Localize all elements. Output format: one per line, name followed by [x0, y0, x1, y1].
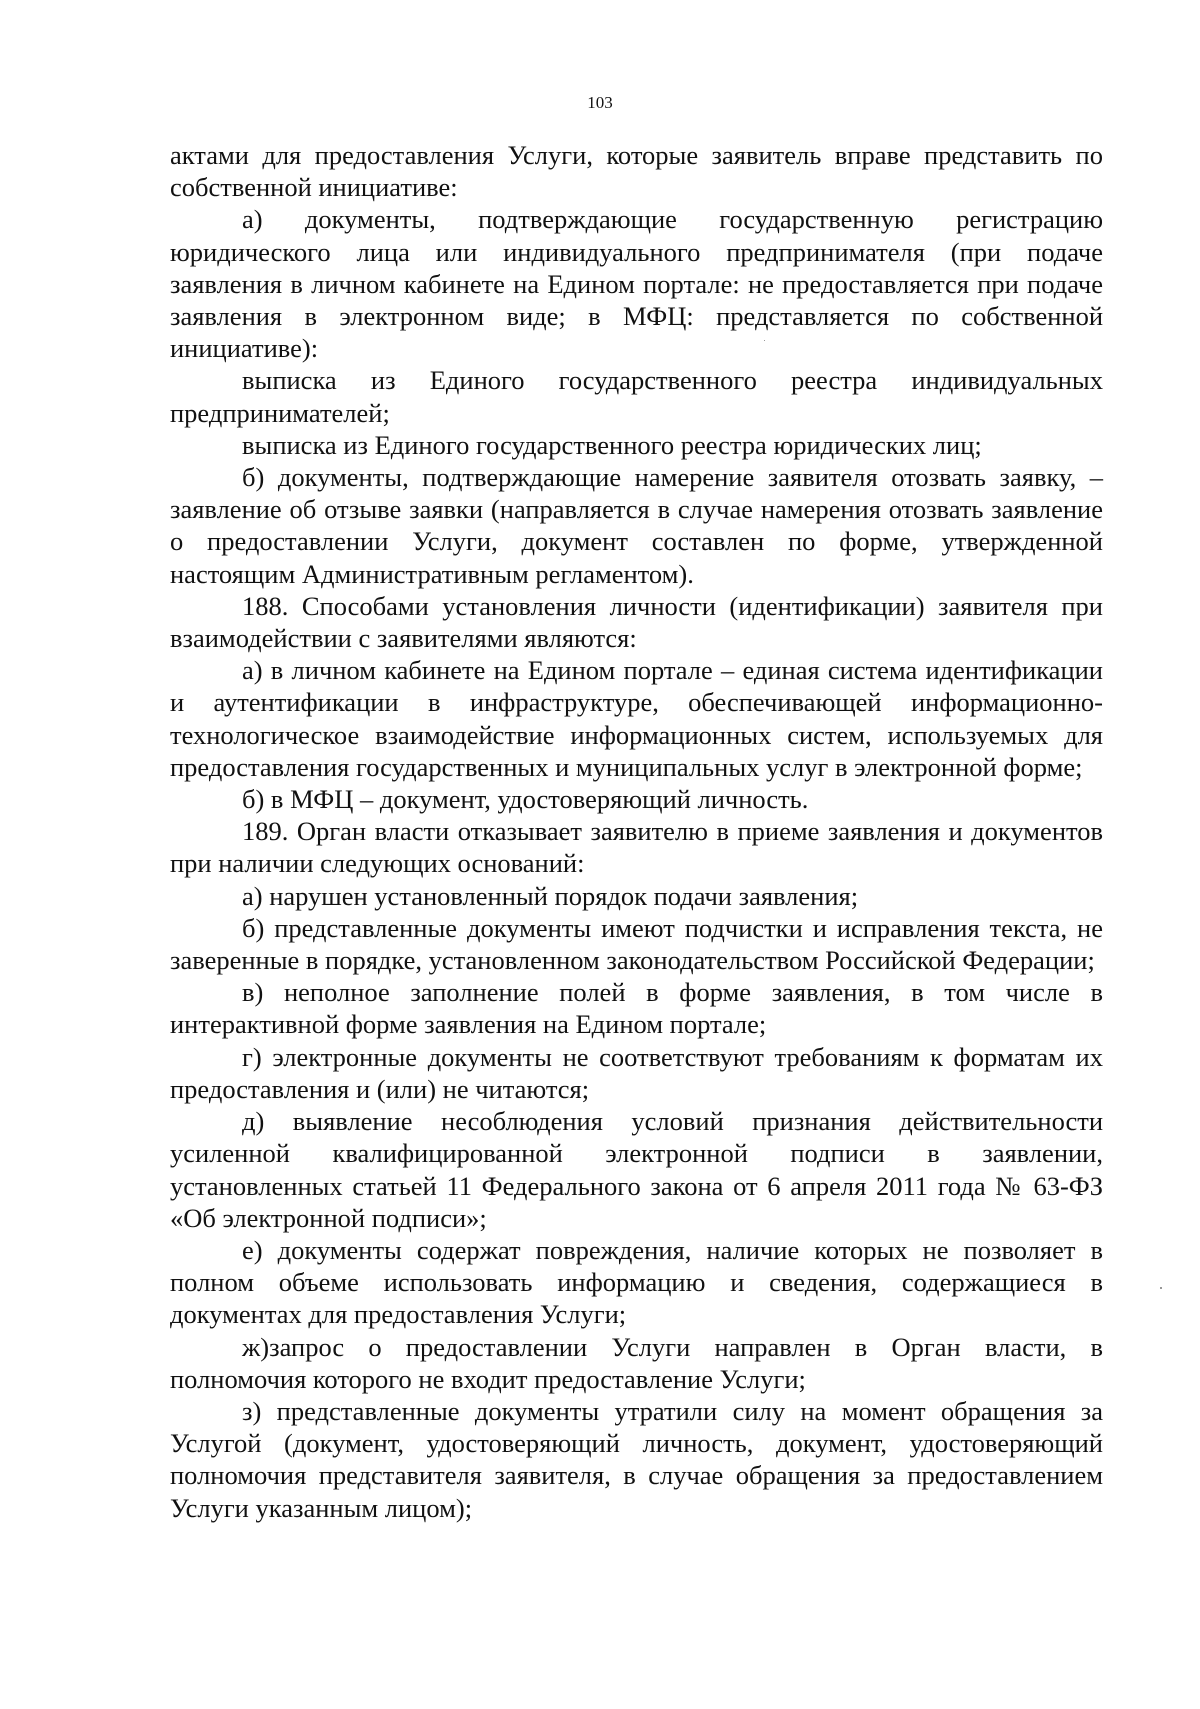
paragraph-clause-188: 188. Способами установления личности (идентификации) заявителя при взаимодействии с заявителями являются:	[170, 590, 1103, 654]
paragraph-clause-189-d: д) выявление несоблюдения условий признания действительности усиленной квалифицированной электронной подписи в заявлении, установленных статьей 11 Федерального закона от 6 апреля 2011 года № 63-ФЗ «Об электронной подписи»;	[170, 1106, 1103, 1233]
paragraph-clause-189-zh: ж)запрос о предоставлении Услуги направлен в Орган власти, в полномочия которого не входит предоставление Услуги;	[170, 1331, 1103, 1394]
paragraph-clause-189-v: в) неполное заполнение полей в форме заявления, в том числе в интерактивной форме заявления на Едином портале;	[170, 977, 1103, 1040]
paragraph-extract-egrip: выписка из Единого государственного реестра индивидуальных предпринимателей;	[170, 365, 1103, 428]
paragraph-clause-189-b: б) представленные документы имеют подчистки и исправления текста, не заверенные в порядке, установленном законодательством Российской Федерации;	[170, 912, 1103, 976]
paragraph-clause-188-a: а) в личном кабинете на Едином портале – единая система идентификации и аутентификации в инфраструктуре, обеспечивающей информационно-технологическое взаимодействие информационных систем, используемых для предоставления государственных и муниципальных услуг в электронной форме;	[170, 655, 1103, 782]
paragraph-extract-egrul: выписка из Единого государственного реестра юридических лиц;	[242, 429, 982, 460]
document-body	[170, 139, 1103, 1524]
paragraph-clause-188-b: б) в МФЦ – документ, удостоверяющий личность.	[242, 784, 809, 815]
paragraph-item-a-registration-docs: а) документы, подтверждающие государственную регистрацию юридического лица или индивидуального предпринимателя (при подаче заявления в личном кабинете на Едином портале: не предоставляется при подаче заявления в электронном виде; в МФЦ: представляется по собственной инициативе):	[170, 204, 1103, 364]
paragraph-continuation: актами для предоставления Услуги, которые заявитель вправе представить по собственной инициативе:	[170, 140, 1103, 203]
scan-speck	[764, 340, 765, 341]
paragraph-clause-189-e: е) документы содержат повреждения, наличие которых не позволяет в полном объеме использовать информацию и сведения, содержащиеся в документах для предоставления Услуги;	[170, 1234, 1103, 1330]
scan-speck	[1160, 1287, 1162, 1289]
paragraph-clause-189: 189. Орган власти отказывает заявителю в приеме заявления и документов при наличии следующих оснований:	[170, 816, 1103, 879]
paragraph-item-b-withdrawal-docs: б) документы, подтверждающие намерение заявителя отозвать заявку, – заявление об отзыве заявки (направляется в случае намерения отозвать заявление о предоставлении Услуги, документ составлен по форме, утвержденной настоящим Административным регламентом).	[170, 462, 1103, 589]
paragraph-clause-189-g: г) электронные документы не соответствуют требованиям к форматам их предоставления и (или) не читаются;	[170, 1041, 1103, 1104]
paragraph-clause-189-a: а) нарушен установленный порядок подачи заявления;	[242, 880, 859, 911]
paragraph-clause-189-z: з) представленные документы утратили силу на момент обращения за Услугой (документ, удостоверяющий личность, документ, удостоверяющий полномочия представителя заявителя, в случае обращения за предоставлением Услуги указанным лицом);	[170, 1395, 1103, 1523]
page-number: 103	[587, 93, 613, 112]
